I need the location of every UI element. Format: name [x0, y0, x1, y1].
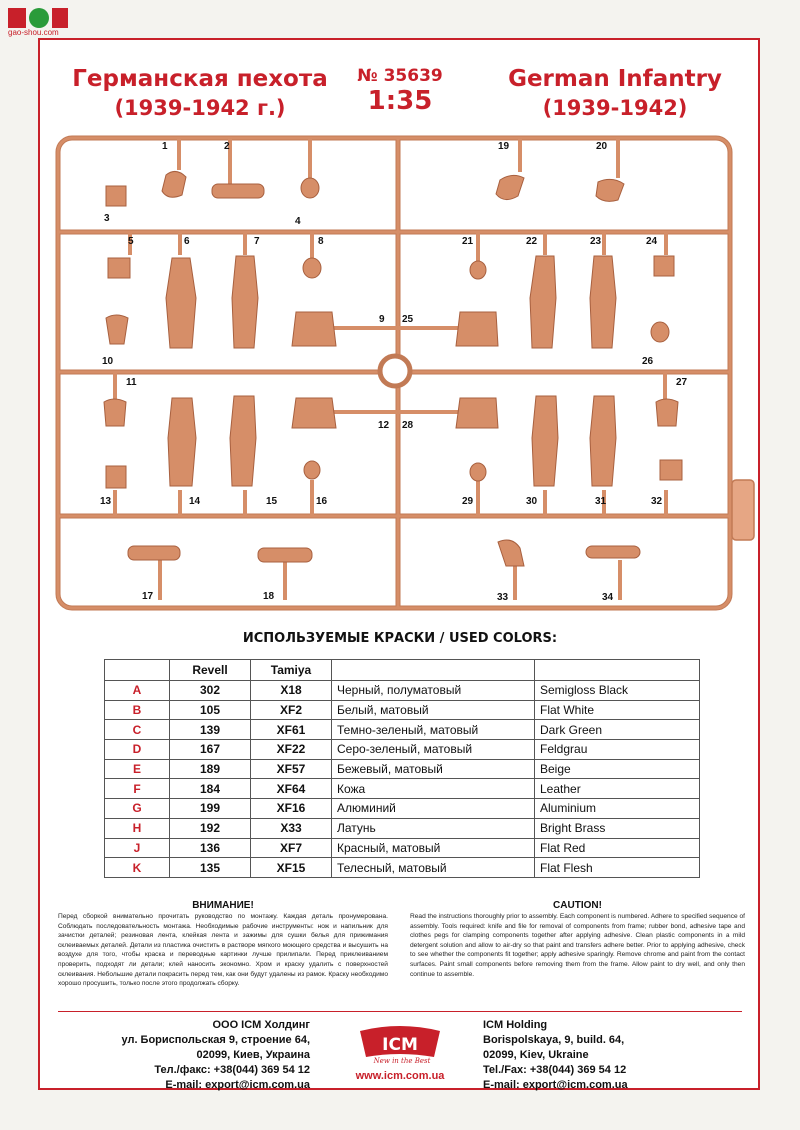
color-name-ru: Алюминий: [332, 799, 535, 819]
colors-header-revell: Revell: [170, 660, 251, 681]
title-ru: Германская пехота: [72, 66, 328, 92]
tamiya-code: XF22: [251, 740, 332, 760]
colors-title: ИСПОЛЬЗУЕМЫЕ КРАСКИ / USED COLORS:: [242, 631, 558, 646]
part-number: 6: [184, 236, 190, 247]
scale: 1:35: [367, 86, 433, 116]
address-en-line: Tel./Fax: +38(044) 369 54 12: [483, 1064, 627, 1076]
part-number: 20: [596, 141, 608, 152]
color-name-ru: Кожа: [332, 779, 535, 799]
tamiya-code: XF64: [251, 779, 332, 799]
tamiya-code: XF57: [251, 759, 332, 779]
part-number: 33: [497, 592, 509, 603]
color-code: D: [105, 740, 170, 760]
color-name-en: Flat White: [535, 700, 700, 720]
color-row: [105, 681, 700, 701]
address-en-line: Borispolskaya, 9, build. 64,: [483, 1034, 625, 1046]
color-name-ru: Черный, полуматовый: [332, 681, 535, 701]
part-number: 27: [676, 377, 688, 388]
part-number: 21: [462, 236, 474, 247]
address-ru-line: ул. Бориспольская 9, строение 64,: [121, 1034, 310, 1046]
color-name-ru: Серо-зеленый, матовый: [332, 740, 535, 760]
footer-divider: [58, 1011, 742, 1012]
warning-text-en: Read the instructions thoroughly prior to assembly. Each component is numbered. Adhere to specified sequence of assembly. Tools required: knife and file for removal of components from frame; rubber bond, adhesive tape and clothes pegs for clamping components together after applying adhesive. Clean plastic components in a mild detergent solution and allow to air-dry so that paint and transfers adhere better. Prior to applying adhesive, check to see whether the components fit together; apply adhesive sparingly. Remove chrome and paint from the contact surfaces. Paint small components before removing them from the frame. Allow paint to dry well, and only then continue to assemble.: [410, 913, 745, 978]
revell-code: 184: [170, 779, 251, 799]
color-code: C: [105, 720, 170, 740]
address-en: [483, 1018, 703, 1093]
color-row: [105, 740, 700, 760]
color-row: [105, 858, 700, 878]
address-en-line: 02099, Kiev, Ukraine: [483, 1049, 589, 1061]
color-name-ru: Красный, матовый: [332, 838, 535, 858]
address-ru: [100, 1018, 310, 1093]
title-en: German Infantry: [508, 66, 722, 92]
part-number: 12: [378, 420, 390, 431]
color-row: [105, 700, 700, 720]
part-number: 14: [189, 496, 201, 507]
part-number: 16: [316, 496, 328, 507]
part-number: 13: [100, 496, 112, 507]
color-name-en: Bright Brass: [535, 818, 700, 838]
warning-title-en: CAUTION!: [553, 900, 602, 911]
part-number: 15: [266, 496, 278, 507]
color-name-ru: Бежевый, матовый: [332, 759, 535, 779]
website: www.icm.com.ua: [355, 1070, 445, 1082]
watermark-text: gao-shou.com: [8, 28, 59, 37]
color-name-ru: Телесный, матовый: [332, 858, 535, 878]
tamiya-code: X33: [251, 818, 332, 838]
tamiya-code: XF7: [251, 838, 332, 858]
years-en: (1939-1942): [542, 96, 688, 120]
part-number: 7: [254, 236, 260, 247]
colors-header-code: [105, 660, 170, 681]
revell-code: 139: [170, 720, 251, 740]
years-ru: (1939-1942 г.): [114, 96, 286, 120]
color-code: E: [105, 759, 170, 779]
tamiya-code: XF61: [251, 720, 332, 740]
part-number: 19: [498, 141, 510, 152]
part-number: 5: [128, 236, 134, 247]
colors-header-ru: [332, 660, 535, 681]
revell-code: 167: [170, 740, 251, 760]
color-row: [105, 779, 700, 799]
address-en-line: ICM Holding: [483, 1019, 548, 1031]
warning-title-ru: ВНИМАНИЕ!: [192, 900, 254, 911]
kit-number: № 35639: [357, 66, 443, 86]
part-number: 10: [102, 356, 114, 367]
color-name-en: Beige: [535, 759, 700, 779]
color-name-en: Aluminium: [535, 799, 700, 819]
address-ru-line: E-mail: export@icm.com.ua: [165, 1079, 310, 1091]
part-number: 29: [462, 496, 474, 507]
part-number: 18: [263, 591, 275, 602]
part-number: 11: [126, 377, 137, 388]
part-number: 8: [318, 236, 324, 247]
color-row: [105, 799, 700, 819]
color-row: [105, 838, 700, 858]
color-name-en: Dark Green: [535, 720, 700, 740]
address-ru-line: 02099, Киев, Украина: [196, 1049, 310, 1061]
revell-code: 105: [170, 700, 251, 720]
color-name-en: Flat Red: [535, 838, 700, 858]
part-number: 25: [402, 314, 414, 325]
logo-slogan: New in the Best: [373, 1057, 431, 1065]
tamiya-code: XF2: [251, 700, 332, 720]
color-code: J: [105, 838, 170, 858]
tamiya-code: XF16: [251, 799, 332, 819]
part-number: 30: [526, 496, 538, 507]
warning-text-ru: Перед сборкой внимательно прочитать руководство по монтажу. Каждая деталь пронумерована. Соблюдать последовательность монтажа. Необходимые рабочие инструменты: нож и напильник для зачистки деталей; резиновая лента, клейкая лента и зажимы для сушки белья для прижимания склеиваемых деталей. Детали из пластика очистить в растворе мягкого моющего средства и высушить на воздухе для того, чтобы краска и переводные картинки лучше прилипали. Перед приклеиванием проверить, подходят ли детали; клей наносить экономно. Хром и краску удалить с поверхностей склеивания. Небольшие детали покрасить перед тем, как они будут удалены из рамок. Краску необходимо хорошо просушить, только после этого продолжать сборку.: [58, 913, 388, 988]
part-number: 28: [402, 420, 414, 431]
color-name-en: Semigloss Black: [535, 681, 700, 701]
sprue-tab: [732, 480, 754, 540]
color-name-ru: Темно-зеленый, матовый: [332, 720, 535, 740]
part-number: 31: [595, 496, 607, 507]
tamiya-code: XF15: [251, 858, 332, 878]
part-number: 17: [142, 591, 154, 602]
revell-code: 189: [170, 759, 251, 779]
tamiya-code: X18: [251, 681, 332, 701]
revell-code: 199: [170, 799, 251, 819]
colors-header-tamiya: Tamiya: [251, 660, 332, 681]
colors-table: [104, 659, 700, 878]
address-ru-line: Тел./факс: +38(044) 369 54 12: [154, 1064, 310, 1076]
color-code: K: [105, 858, 170, 878]
colors-header-row: [105, 660, 700, 681]
colors-header-en: [535, 660, 700, 681]
color-code: F: [105, 779, 170, 799]
color-code: B: [105, 700, 170, 720]
color-name-ru: Латунь: [332, 818, 535, 838]
revell-code: 302: [170, 681, 251, 701]
color-row: [105, 720, 700, 740]
icm-logo: [352, 1025, 448, 1065]
sprue-ring: [380, 356, 410, 386]
logo-text: ICM: [382, 1035, 418, 1055]
part-number: 2: [224, 141, 230, 152]
color-name-en: Leather: [535, 779, 700, 799]
part-number: 3: [104, 213, 110, 224]
part-number: 32: [651, 496, 663, 507]
color-row: [105, 818, 700, 838]
part-number: 22: [526, 236, 538, 247]
color-code: H: [105, 818, 170, 838]
color-name-en: Feldgrau: [535, 740, 700, 760]
color-code: G: [105, 799, 170, 819]
color-row: [105, 759, 700, 779]
part-number: 1: [162, 141, 168, 152]
revell-code: 192: [170, 818, 251, 838]
part-number: 34: [602, 592, 614, 603]
color-code: A: [105, 681, 170, 701]
address-en-line: E-mail: export@icm.com.ua: [483, 1079, 628, 1091]
part-number: 26: [642, 356, 654, 367]
part-number: 24: [646, 236, 658, 247]
revell-code: 135: [170, 858, 251, 878]
part-number: 23: [590, 236, 602, 247]
color-name-en: Flat Flesh: [535, 858, 700, 878]
address-ru-line: ООО ICM Холдинг: [212, 1019, 310, 1031]
revell-code: 136: [170, 838, 251, 858]
part-number: 4: [295, 216, 301, 227]
part-number: 9: [379, 314, 385, 325]
color-name-ru: Белый, матовый: [332, 700, 535, 720]
